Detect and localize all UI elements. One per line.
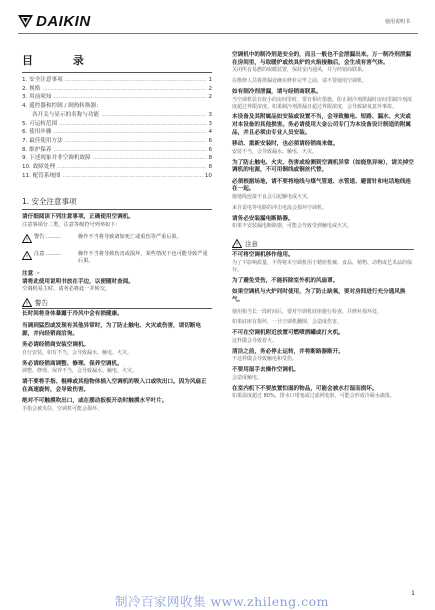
notice-block bbox=[232, 114, 414, 141]
page-header bbox=[18, 13, 418, 31]
notice-block bbox=[232, 179, 414, 205]
intro-text: 注意事项分二类，注意等级符号列举如下： bbox=[22, 222, 121, 229]
notice-heading: 请不要将手指、棍棒或其他物体插入空调机的吸入口或吹出口。因为风扇正在高速旋转，会导致伤害。 bbox=[22, 379, 207, 393]
toc-item bbox=[22, 111, 212, 120]
brand-logo-text: DAIKIN bbox=[36, 13, 91, 30]
notice-text: 如果湿度超过 80%，排水口堵塞或过滤网变脏，可能会形成冷凝水滴落。 bbox=[232, 393, 395, 400]
section-divider bbox=[22, 209, 212, 210]
toc-leader bbox=[65, 137, 207, 146]
toc-leader bbox=[101, 111, 206, 120]
notice-heading: 不可在空调机附近放置可燃喷洒罐或打火机。 bbox=[232, 330, 344, 337]
toc-item-label: 7. 最佳使用方法 bbox=[22, 137, 63, 144]
note-bold: 请将此使用说明书放在手边，以便随时查阅。 bbox=[22, 278, 134, 285]
toc-item-label: 5. 可运转范围 bbox=[22, 120, 58, 127]
note-label: 注意 ☞ bbox=[22, 271, 41, 278]
notice-heading: 务必请经销商调整、修理、保养空调机。 bbox=[22, 360, 123, 367]
toc-leader bbox=[63, 172, 203, 181]
doc-label: 使用说明书 bbox=[384, 19, 410, 25]
toc-item bbox=[22, 137, 212, 146]
notice-block bbox=[22, 323, 212, 342]
toc-divider bbox=[22, 72, 212, 73]
toc-leader bbox=[57, 163, 206, 172]
notice-block bbox=[232, 349, 414, 368]
symbol-desc: 操作不当将导致诸如死亡或重伤等严重后果。 bbox=[78, 234, 182, 241]
notice-heading: 清洁之前，务必停止运转，并将断路器断开。 bbox=[232, 348, 344, 355]
caution-triangle-icon bbox=[232, 239, 242, 248]
toc-list bbox=[22, 76, 212, 180]
toc-item-page: 8 bbox=[208, 155, 212, 162]
svg-text:!: ! bbox=[25, 302, 29, 308]
toc-item bbox=[22, 102, 212, 111]
svg-text:!: ! bbox=[25, 254, 29, 261]
notice-text: 自行安装，如有不当，会导致漏水、触电、火灾。 bbox=[22, 349, 133, 356]
notice-block bbox=[232, 386, 414, 405]
toc-item-page: 1 bbox=[208, 77, 212, 83]
symbol-row-caution bbox=[22, 251, 212, 265]
caution-heading: ! 注意 bbox=[232, 239, 414, 248]
toc-item bbox=[22, 128, 212, 137]
toc-item-page: 4 bbox=[208, 129, 212, 136]
notice-block bbox=[22, 342, 212, 361]
notice-text: 使用相当长一段时间后，要对空调机底座施行检查，并修补损坏处。 bbox=[232, 308, 383, 315]
toc-item-label: 9. 下述现象并非空调机故障 bbox=[22, 155, 91, 162]
notice-block bbox=[232, 367, 414, 386]
left-warning-blocks bbox=[22, 311, 212, 416]
svg-text:!: ! bbox=[235, 242, 239, 249]
notice-text: 手指会被夹住，空调机可能会损坏。 bbox=[22, 405, 103, 412]
toc-item-page: 2 bbox=[208, 94, 212, 101]
notice-heading: 务必请经销商安装空调机。 bbox=[22, 342, 90, 349]
svg-text:!: ! bbox=[25, 237, 29, 244]
notice-heading: 请务必安装漏电断路器。 bbox=[232, 215, 294, 222]
notice-text: 不这样做会导致触电和受伤。 bbox=[232, 356, 298, 363]
toc-item-page: 2 bbox=[208, 85, 212, 92]
notice-block bbox=[232, 141, 414, 160]
notice-text: 如果底座有损坏，一旦空调机翻倒，会造成伤害。 bbox=[232, 319, 343, 326]
notice-block bbox=[232, 205, 414, 216]
notice-block bbox=[22, 311, 212, 323]
toc-item-label: 6. 使用步骤 bbox=[22, 129, 52, 136]
notice-block bbox=[232, 160, 414, 179]
notice-block bbox=[232, 278, 414, 290]
toc-leader bbox=[54, 146, 207, 155]
toc-item-label: 2. 规格 bbox=[22, 85, 41, 92]
notice-text: 这样做会导致着火。 bbox=[232, 337, 278, 344]
notice-block bbox=[232, 319, 414, 330]
notice-text: 当空调机装在较小的房间里时，要有相应措施，防止制冷剂泄漏时房间里制冷剂浓度超过界限浓度。如果制冷剂泄漏且超过界限浓度，会导致缺氧意外事故。 bbox=[232, 96, 413, 110]
toc-title: 目 录 bbox=[22, 54, 102, 67]
caution-divider bbox=[232, 249, 414, 250]
right-column bbox=[232, 52, 414, 404]
notice-block bbox=[22, 361, 212, 380]
notice-text: 如果不安装漏电断路器，可能会导致受到触电或火灾。 bbox=[232, 223, 353, 230]
toc-leader bbox=[93, 154, 207, 163]
section-title: 1. 安全注意事项 bbox=[22, 197, 77, 207]
watermark: 制冷百家网收集 www.zhileng.com bbox=[115, 594, 329, 609]
notice-text: 为了不影响质量，不得将本空调机用于精密机械、食品、植物、动物或艺术品的保存。 bbox=[232, 259, 413, 273]
symbol-row-warning bbox=[22, 234, 212, 246]
toc-item-label: 1. 安全注意事项 bbox=[22, 77, 63, 83]
notice-heading: 空调机中的制冷剂是安全的，而且一般也不会泄漏出来。万一制冷剂泄漏在房间里，与取暖炉或炊具炉的火焰接触后，会生成有害气体。 bbox=[232, 52, 412, 66]
toc-item bbox=[22, 93, 212, 102]
notice-block bbox=[232, 78, 414, 89]
toc-leader bbox=[42, 85, 206, 94]
toc-item bbox=[22, 154, 212, 163]
toc-item bbox=[22, 76, 212, 85]
notice-heading: 当调到猛烈或发现有其他异常时，为了防止触电、火灾或伤害，请切断电源，并向经销商洽询。 bbox=[22, 323, 202, 337]
symbol-label: 注意 ......... bbox=[34, 251, 61, 258]
notice-heading: 不要用湿手去操作空调机。 bbox=[232, 367, 300, 374]
page-number: 1 bbox=[411, 590, 415, 597]
toc-item-page: 3 bbox=[208, 120, 212, 127]
notice-heading: 本设备及其附属品如安装或设置不当，会导致触电、短路、漏水、火灾或对本设备的其他损害。务必请使用大金公司专门为本设备设计制造的附属品，并且必须由专业人员安装。 bbox=[232, 114, 412, 136]
notice-heading: 如果空调机与火炉同时使用，为了防止缺氧，要对房间进行充分通风换气。 bbox=[232, 289, 406, 303]
header-divider bbox=[18, 33, 418, 34]
notice-heading: 移动、重新安装时，也必须请经销商来做。 bbox=[232, 141, 339, 148]
notice-block bbox=[232, 252, 414, 277]
notice-heading: 在室内机下不要放置怕湿的物品，可能会被水打湿而损坏。 bbox=[232, 385, 378, 392]
toc-item-label: 11. 配管系统图 bbox=[22, 172, 61, 179]
notice-block bbox=[232, 89, 414, 114]
caution-blocks bbox=[232, 252, 414, 404]
notice-heading: 为了避免受伤，不能拆除室外机的风扇罩。 bbox=[232, 277, 339, 284]
right-warning-blocks bbox=[232, 52, 414, 234]
notice-heading: 必须根据场地，请不要将地线与煤气管道、水管道、避雷针和电话地线连在一起。 bbox=[232, 178, 412, 193]
toc-item-page: 6 bbox=[208, 146, 212, 153]
symbol-desc: 操作不当将导致伤害或损坏，某些情况下也可能导致严重后果。 bbox=[78, 251, 208, 265]
notice-block bbox=[22, 398, 212, 417]
notice-block bbox=[232, 52, 414, 78]
toc-item bbox=[22, 172, 212, 181]
toc-item-label: 4. 遥控器和控制 / 制热转换器： bbox=[22, 103, 102, 110]
notice-text: 会造成触电。 bbox=[232, 374, 263, 381]
toc-item-label: 10. 故障处理 bbox=[22, 164, 56, 171]
warning-heading: ! 警告 bbox=[22, 298, 212, 307]
notice-block bbox=[232, 289, 414, 308]
toc-item bbox=[22, 120, 212, 129]
toc-item-page: 8 bbox=[208, 164, 212, 171]
toc-item bbox=[22, 163, 212, 172]
notice-block bbox=[232, 330, 414, 349]
toc-leader bbox=[54, 128, 207, 137]
toc-item-page: 3 bbox=[208, 111, 212, 118]
notice-heading: 不可将空调机移作他用。 bbox=[232, 252, 294, 259]
daikin-logo-icon bbox=[18, 15, 33, 28]
notice-text: 安装不当，会导致漏水、触电、火灾。 bbox=[232, 148, 318, 155]
toc-item-label: 8. 维护保养 bbox=[22, 146, 52, 153]
notice-block bbox=[232, 309, 414, 320]
notice-text: 关闭所有易燃的取暖装置，保持室内通风，并与经销商联系。 bbox=[232, 67, 368, 74]
toc-leader bbox=[59, 120, 206, 129]
notice-text: 来自雷电等电路的冲击电流会损坏空调机。 bbox=[232, 204, 328, 211]
notice-heading: 长时间将身体暴露于冷风中会有损健康。 bbox=[22, 311, 123, 318]
toc-item bbox=[22, 85, 212, 94]
notice-text: 调整、修理、保养不当，会导致漏水、触电、火灾。 bbox=[22, 368, 138, 375]
notice-heading: 如有制冷剂泄漏，请与经销商联系。 bbox=[232, 89, 322, 95]
warning-triangle-icon bbox=[22, 298, 32, 307]
intro-bold: 请仔细阅读下列注意事项，正确使用空调机。 bbox=[22, 214, 134, 221]
toc-item bbox=[22, 146, 212, 155]
caution-triangle-icon bbox=[22, 251, 34, 265]
warning-divider bbox=[22, 308, 212, 309]
warning-triangle-icon bbox=[22, 234, 34, 246]
notice-block bbox=[232, 216, 414, 235]
notice-block bbox=[22, 379, 212, 398]
toc-item-page: 10 bbox=[204, 172, 212, 179]
toc-leader bbox=[54, 93, 207, 102]
toc-item-label: 3. 用前须知 bbox=[22, 94, 52, 101]
symbol-label: 警告 ......... bbox=[34, 234, 61, 241]
notice-heading: 绝对不可触摸吹出口，或在摆动扳板开动时触摸水平叶片。 bbox=[22, 398, 168, 405]
left-column bbox=[22, 52, 212, 417]
toc-leader bbox=[65, 76, 207, 85]
notice-heading: 为了防止触电、火灾、伤害或检测到空调机异常（如烧焦异味），请关掉空调机的电源，不可用铜线或铜丝代替。 bbox=[232, 159, 414, 174]
toc-item-label: 各开关与显示的名称与功能 bbox=[32, 111, 100, 118]
toc-item-page: 6 bbox=[208, 137, 212, 144]
note-text: 空调机易主时，请务必将此一并转交。 bbox=[22, 286, 111, 293]
notice-text: 接地线连接不良会引起触电或火灾。 bbox=[232, 194, 313, 201]
notice-text: 在维修人员将泄漏处确实修补完毕之前，请不要使用空调机。 bbox=[232, 78, 368, 85]
